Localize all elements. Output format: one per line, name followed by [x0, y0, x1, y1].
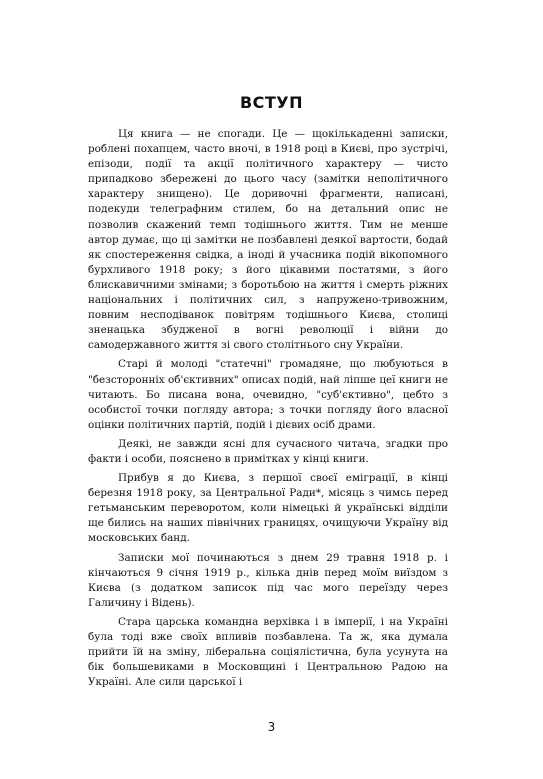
paragraph: Деякі, не завжди ясні для сучасного читача, згадки про факти і особи, пояснено в примітках у кінці книги.	[88, 437, 448, 465]
paragraph: Записки мої починаються з днем 29 травня 1918 р. і кінчаються 9 січня 1919 р., кілька днів перед моїм виїздом з Києва (з додатком записок під час мого переїзду через Галичину і Відень).	[88, 551, 448, 609]
paragraph: Ця книга — не спогади. Це — щокількаденні записки, роблені похапцем, часто вночі, в 1918 році в Києві, про зустрічі, епізоди, події та акції політичного характеру — чисто припадково збережені до цього часу (замітки неполітичного характеру знищено). Це доривочні фрагменти, написані, подекуди телеграфним стилем, бо на детальний опис не позволив скажений темп тодішнього життя. Тим не менше автор думає, що ці замітки не позбавлені деякої вартости, бодай як спостереження свідка, а іноді й учасника подій вікопомного бурхливого 1918 року; з його цікавими постатями, з його блискавичними змінами; з боротьбою на життя і смерть ріжних національних і політичних сил, з напружено-тривожним, повним несподіванок повітрям тодішнього Києва, столиці зненацька збудженої в вогні революції і війни до самодержавного життя зі свого столітнього сну України.	[88, 128, 448, 352]
page-number: 3	[267, 720, 276, 734]
chapter-heading: ВСТУП	[239, 93, 304, 112]
paragraph: Стара царська командна верхівка і в імперії, і на Україні була тоді вже своїх впливів позбавлена. Та ж, яка думала прийти їй на зміну, ліберальна соціялістична, була усунута на бік большевиками в Московщині і Центральною Радою на Україні. Але сили царської і	[88, 615, 448, 689]
body-text	[88, 127, 448, 694]
paragraph: Прибув я до Києва, з першої своєї еміграції, в кінці березня 1918 року, за Центральної Ради*, місяць з чимсь перед гетьманським переворотом, коли німецькі й українські відділи ще бились на наших північних границях, очищуючи Україну від московських банд.	[88, 472, 448, 545]
paragraph: Старі й молоді "статечні" громадяне, що любуються в "безсторонніх об'єктивних" описах подій, най ліпше цеї книги не читають. Бо писана вона, очевидно, "суб'єктивно", цебто з особистої точки погляду автора; з точки погляду його власної оцінки політичних партій, подій і дієвих осіб драми.	[88, 358, 448, 431]
